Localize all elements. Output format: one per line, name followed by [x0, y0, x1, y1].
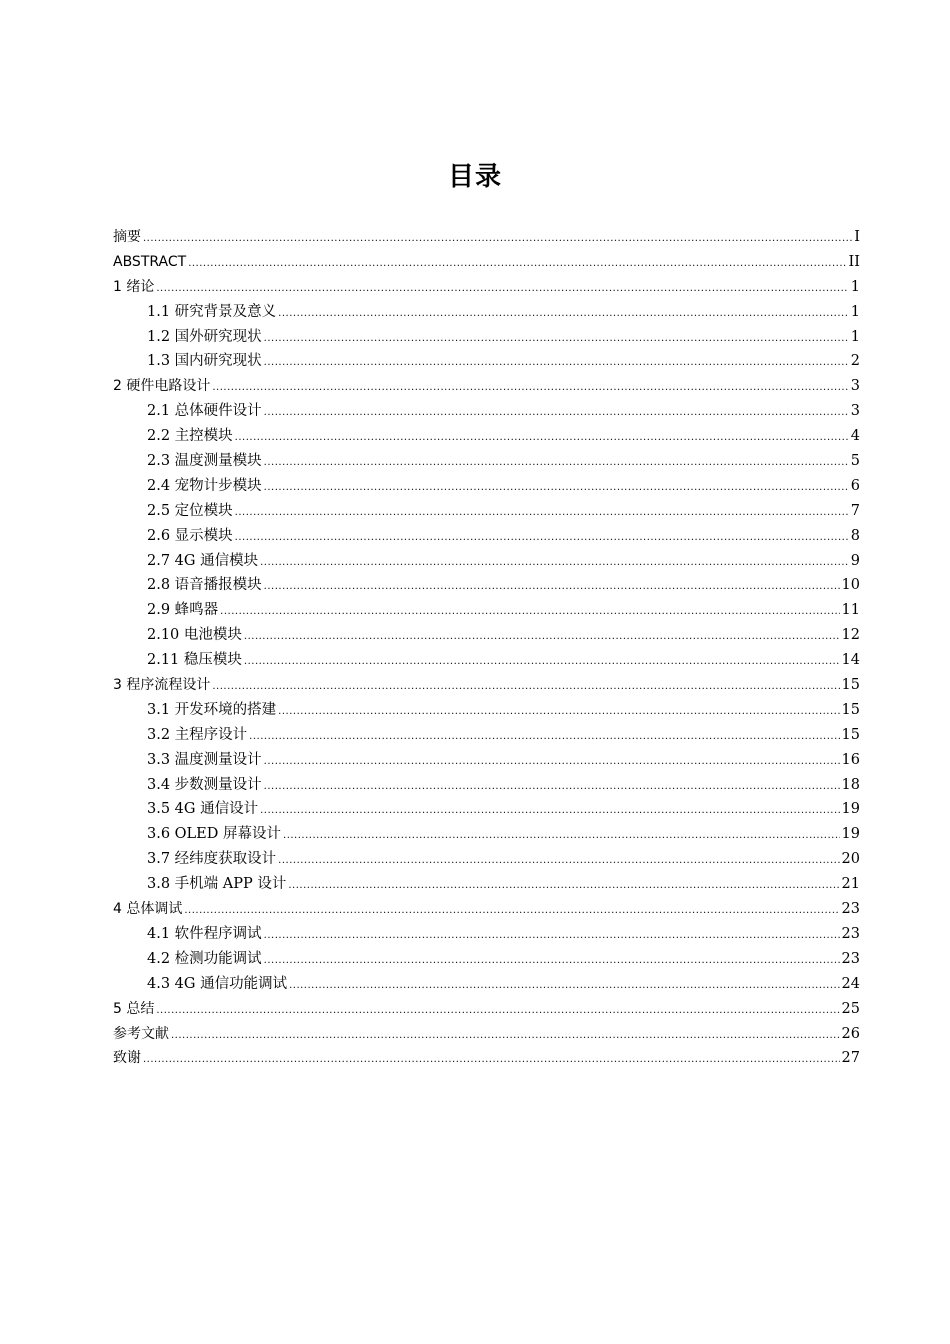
toc-entry-page-number: 4 [850, 428, 860, 445]
toc-entry-label: 2.1 总体硬件设计 [147, 403, 262, 420]
dot-leader [264, 408, 849, 418]
dot-leader [212, 682, 839, 692]
toc-entry-page-number: 23 [841, 901, 860, 918]
toc-entry[interactable] [113, 349, 860, 374]
toc-entry-page-number: 10 [841, 577, 860, 594]
toc-entry-page-number: 11 [841, 602, 860, 619]
toc-entry-label: 4.1 软件程序调试 [147, 925, 262, 942]
toc-entry[interactable] [113, 225, 860, 250]
dot-leader [235, 533, 849, 543]
dot-leader [264, 358, 849, 368]
toc-entry-label: 3.6 OLED 屏幕设计 [147, 826, 282, 843]
toc-entry-label: 3.3 温度测量设计 [147, 751, 262, 768]
toc-entry-page-number: 12 [841, 627, 860, 644]
toc-entry[interactable] [113, 374, 860, 399]
dot-leader [171, 1031, 840, 1041]
dot-leader [212, 383, 848, 393]
toc-entry-label: 4.2 检测功能调试 [147, 950, 262, 967]
toc-entry[interactable] [113, 1046, 860, 1071]
toc-entry-label: 5 总结 [113, 1000, 155, 1017]
toc-entry-page-number: 15 [841, 726, 860, 743]
dot-leader [264, 782, 840, 792]
toc-entry-page-number: 21 [841, 876, 860, 893]
toc-entry[interactable] [113, 822, 860, 847]
toc-entry[interactable] [113, 648, 860, 673]
page-title: 目录 [447, 162, 502, 193]
dot-leader [220, 607, 839, 617]
toc-entry-page-number: 27 [841, 1050, 860, 1067]
dot-leader [264, 931, 840, 941]
dot-leader [289, 981, 839, 991]
toc-entry-page-number: 26 [841, 1025, 860, 1042]
toc-entry[interactable] [113, 947, 860, 972]
toc-entry-label: 2.2 主控模块 [147, 428, 233, 445]
toc-entry-page-number: 16 [841, 751, 860, 768]
toc-entry[interactable] [113, 325, 860, 350]
dot-leader [235, 508, 849, 518]
toc-entry-label: 2.4 宠物计步模块 [147, 477, 262, 494]
toc-entry-label: 3.5 4G 通信设计 [147, 801, 259, 818]
dot-leader [260, 806, 839, 816]
dot-leader [188, 259, 846, 269]
toc-entry[interactable] [113, 573, 860, 598]
dot-leader [143, 234, 852, 244]
toc-entry[interactable] [113, 997, 860, 1022]
toc-entry-label: 3.2 主程序设计 [147, 726, 248, 743]
toc-entry[interactable] [113, 773, 860, 798]
toc-entry-label: 1 绪论 [113, 278, 155, 295]
toc-entry[interactable] [113, 673, 860, 698]
toc-entry-page-number: 7 [850, 502, 860, 519]
toc-entry-label: 参考文献 [113, 1025, 169, 1042]
toc-entry-page-number: 25 [841, 1000, 860, 1017]
toc-entry-page-number: 8 [850, 527, 860, 544]
toc-entry-label: 摘要 [113, 229, 141, 245]
dot-leader [264, 334, 849, 344]
toc-entry[interactable] [113, 300, 860, 325]
toc-entry-page-number: 6 [850, 477, 860, 494]
toc-entry-page-number: 3 [850, 403, 860, 420]
dot-leader [260, 558, 849, 568]
dot-leader [264, 483, 849, 493]
table-of-contents [113, 225, 860, 1071]
toc-entry-label: 1.3 国内研究现状 [147, 353, 262, 370]
dot-leader [264, 757, 840, 767]
toc-entry-page-number: 3 [850, 378, 860, 395]
dot-leader [264, 458, 849, 468]
dot-leader [283, 831, 840, 841]
toc-entry-page-number: 20 [841, 851, 860, 868]
dot-leader [244, 632, 840, 642]
toc-entry[interactable] [113, 474, 860, 499]
toc-entry-page-number: 1 [850, 278, 860, 295]
toc-entry[interactable] [113, 623, 860, 648]
toc-entry[interactable] [113, 250, 860, 275]
dot-leader [244, 657, 840, 667]
toc-entry-page-number: 19 [841, 826, 860, 843]
toc-entry[interactable] [113, 524, 860, 549]
toc-entry[interactable] [113, 698, 860, 723]
toc-entry-label: 2.3 温度测量模块 [147, 453, 262, 470]
dot-leader [156, 1006, 839, 1016]
toc-entry-page-number: 1 [850, 303, 860, 320]
dot-leader [278, 856, 839, 866]
dot-leader [143, 1055, 840, 1065]
toc-entry-label: 1.1 研究背景及意义 [147, 303, 277, 320]
dot-leader [288, 881, 839, 891]
toc-entry[interactable] [113, 275, 860, 300]
toc-entry-label: 2.8 语音播报模块 [147, 577, 262, 594]
toc-entry-page-number: I [854, 229, 860, 245]
toc-entry-page-number: 23 [841, 925, 860, 942]
toc-entry-page-number: 15 [841, 701, 860, 718]
dot-leader [156, 284, 848, 294]
toc-entry[interactable] [113, 723, 860, 748]
toc-entry-page-number: 1 [850, 328, 860, 345]
toc-entry-label: 3.1 开发环境的搭建 [147, 701, 277, 718]
dot-leader [278, 707, 839, 717]
toc-entry-label: ABSTRACT [113, 253, 187, 270]
toc-entry-label: 2.11 稳压模块 [147, 652, 242, 669]
toc-entry-page-number: 14 [841, 652, 860, 669]
toc-entry[interactable] [113, 922, 860, 947]
toc-entry[interactable] [113, 399, 860, 424]
toc-entry-label: 2.7 4G 通信模块 [147, 552, 259, 569]
toc-entry-page-number: 19 [841, 801, 860, 818]
toc-entry[interactable] [113, 748, 860, 773]
toc-entry[interactable] [113, 897, 860, 922]
toc-entry-label: 4 总体调试 [113, 901, 183, 918]
toc-entry[interactable] [113, 797, 860, 822]
toc-entry-page-number: 5 [850, 453, 860, 470]
toc-entry-label: 2.10 电池模块 [147, 627, 242, 644]
toc-entry[interactable] [113, 499, 860, 524]
toc-entry-label: 3 程序流程设计 [113, 677, 211, 694]
dot-leader [184, 906, 839, 916]
toc-entry-label: 1.2 国外研究现状 [147, 328, 262, 345]
dot-leader [249, 732, 839, 742]
toc-entry-label: 致谢 [113, 1050, 141, 1067]
toc-entry[interactable] [113, 847, 860, 872]
toc-entry[interactable] [113, 424, 860, 449]
toc-entry[interactable] [113, 449, 860, 474]
toc-entry[interactable] [113, 549, 860, 574]
toc-entry-page-number: 15 [841, 677, 860, 694]
dot-leader [278, 309, 849, 319]
toc-entry-label: 3.8 手机端 APP 设计 [147, 876, 287, 893]
toc-entry-label: 2.6 显示模块 [147, 527, 233, 544]
toc-entry[interactable] [113, 972, 860, 997]
dot-leader [264, 956, 840, 966]
toc-entry-page-number: 23 [841, 950, 860, 967]
toc-entry[interactable] [113, 872, 860, 897]
toc-entry-page-number: II [848, 253, 860, 270]
toc-entry-label: 2.5 定位模块 [147, 502, 233, 519]
toc-entry-label: 4.3 4G 通信功能调试 [147, 975, 288, 992]
dot-leader [235, 433, 849, 443]
toc-entry-page-number: 18 [841, 776, 860, 793]
toc-entry-page-number: 24 [841, 975, 860, 992]
toc-entry-label: 2.9 蜂鸣器 [147, 602, 219, 619]
dot-leader [264, 582, 840, 592]
toc-entry-page-number: 2 [850, 353, 860, 370]
toc-entry[interactable] [113, 598, 860, 623]
toc-entry[interactable] [113, 1022, 860, 1047]
toc-entry-label: 3.7 经纬度获取设计 [147, 851, 277, 868]
toc-entry-page-number: 9 [850, 552, 860, 569]
toc-entry-label: 3.4 步数测量设计 [147, 776, 262, 793]
toc-entry-label: 2 硬件电路设计 [113, 378, 211, 395]
